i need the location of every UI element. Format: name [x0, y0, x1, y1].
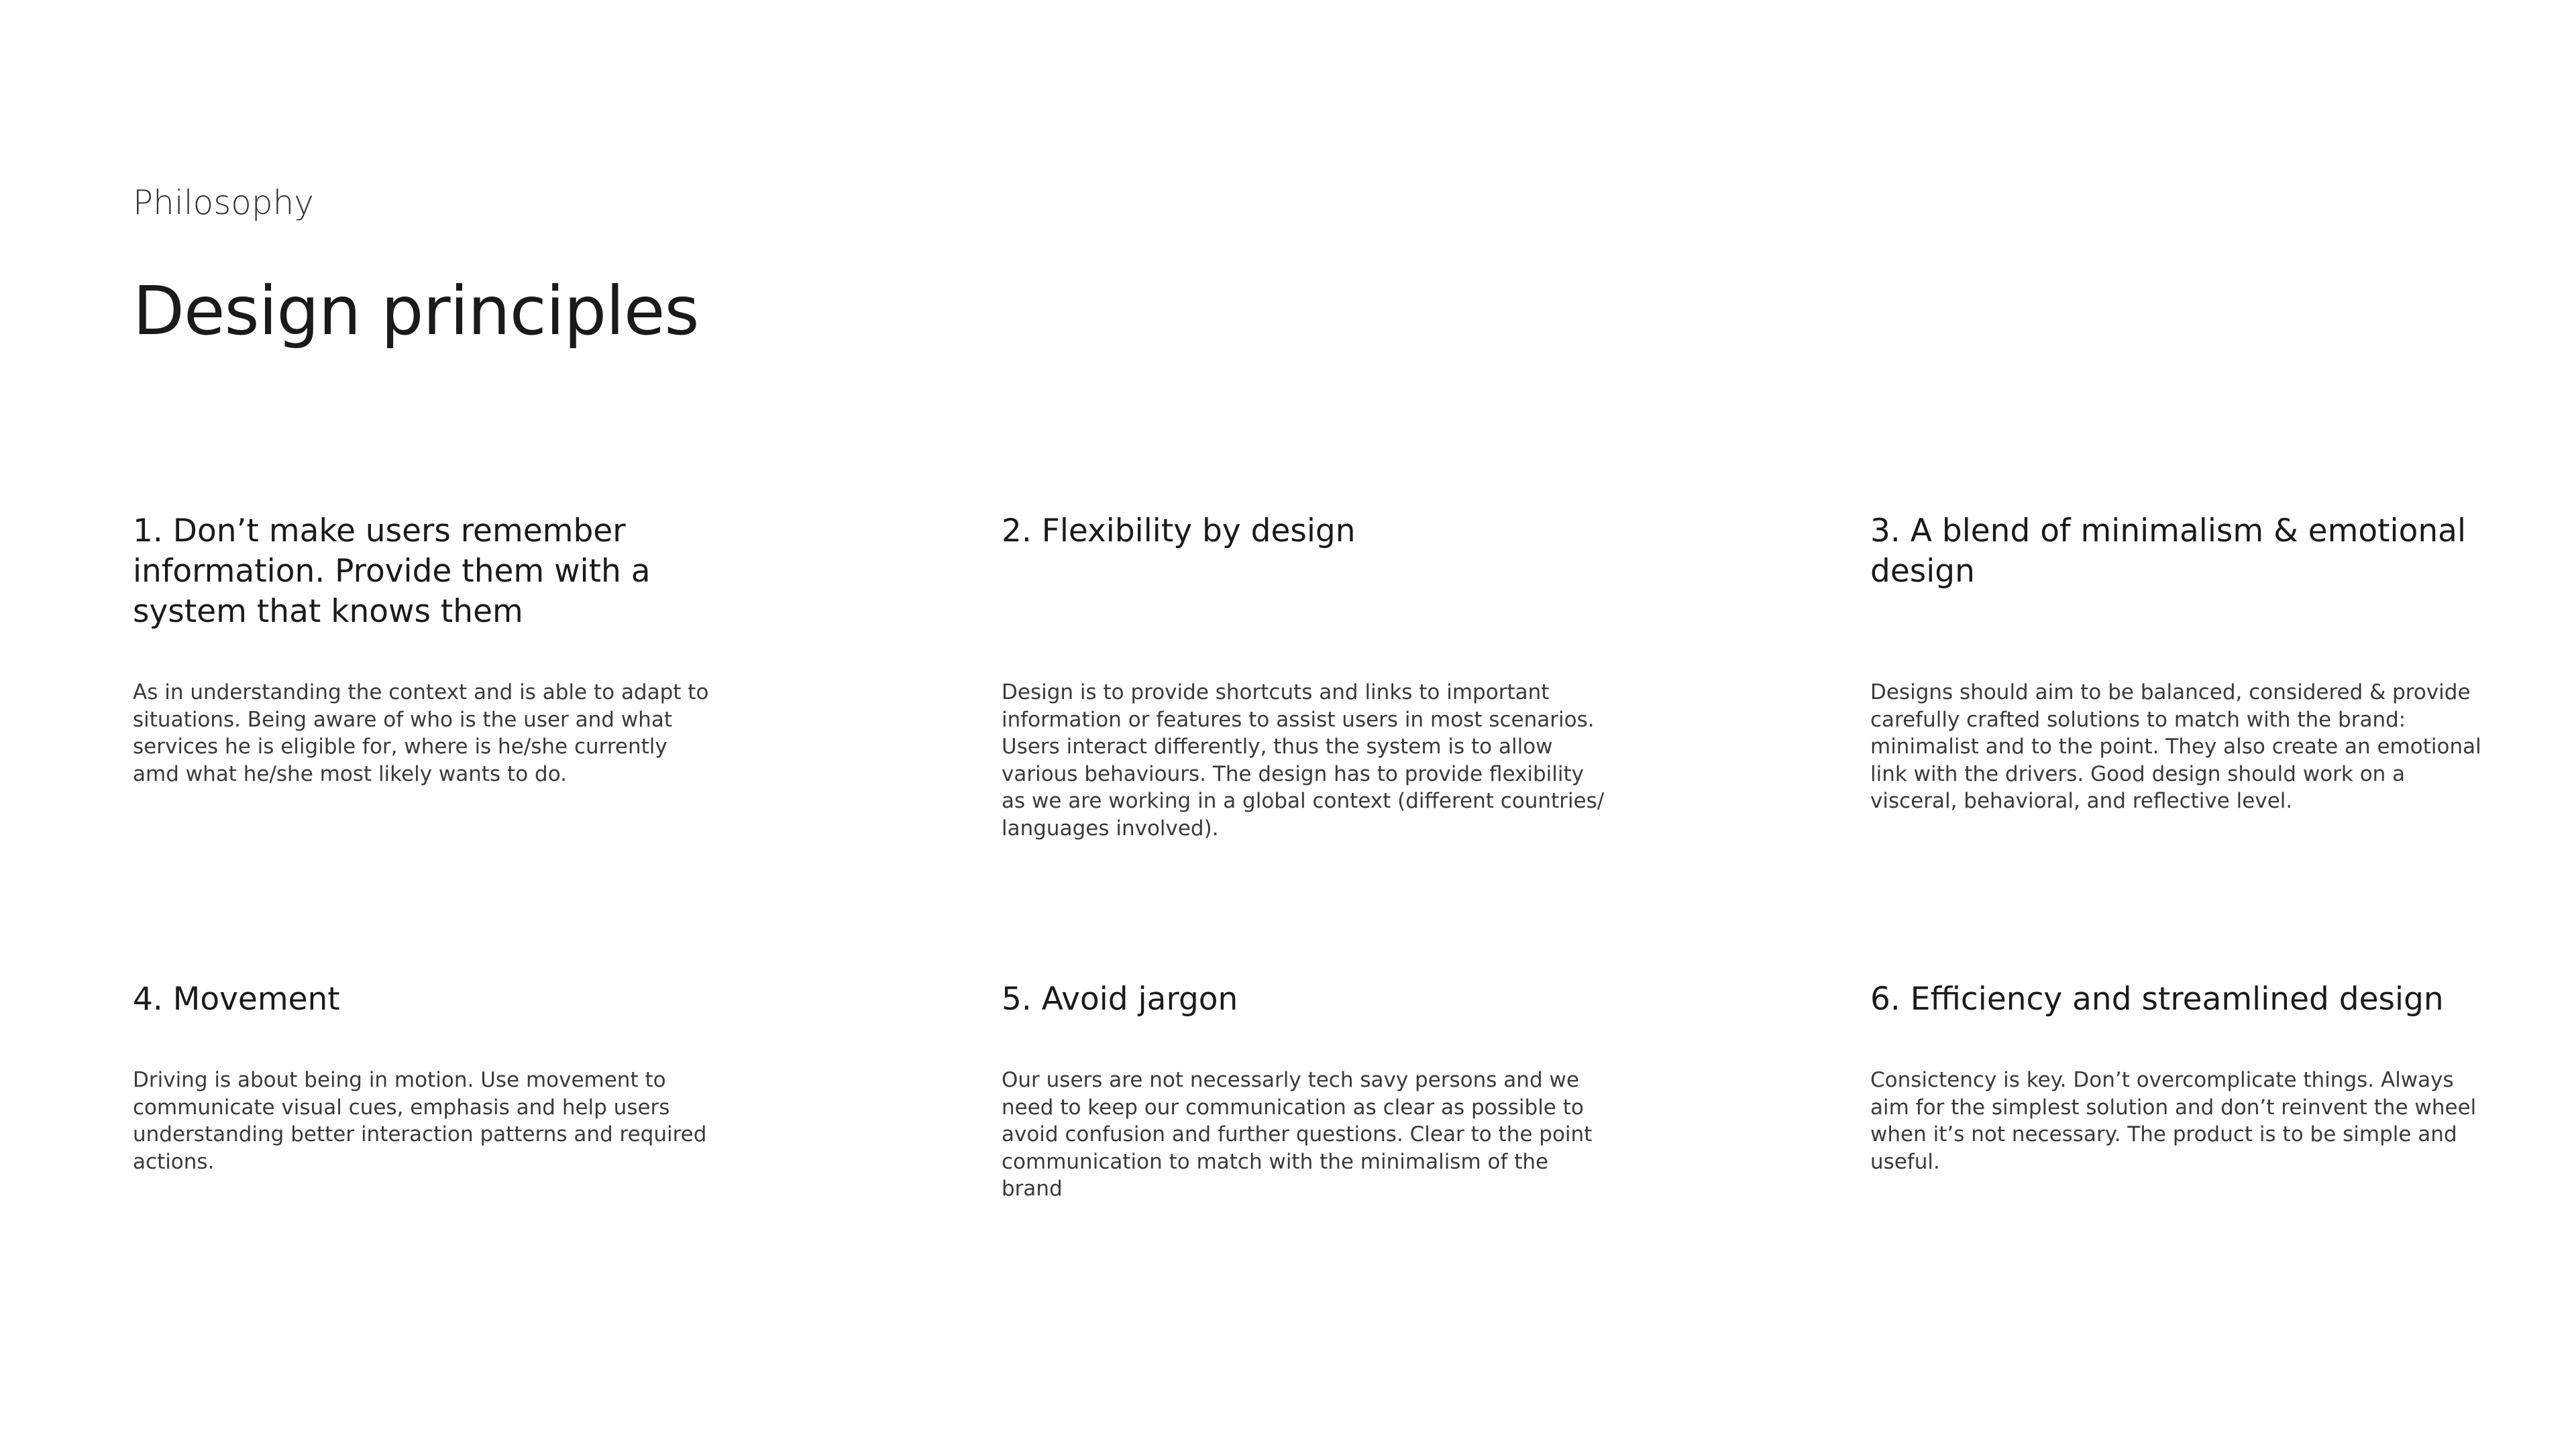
- principle-body: Design is to provide shortcuts and links to important information or features to assist users in most scenarios. Users interact differently, thus the system is to allow various behaviours. The design has to provide flexibility as we are working in a global context (different countries/ languages involved).: [1002, 680, 1605, 841]
- principle-title: 4. Movement: [133, 981, 340, 1018]
- principle-5: [1002, 979, 1605, 1201]
- principle-body: Our users are not necessarly tech savy persons and we need to keep our communication as clear as possible to avoid confusion and further questions. Clear to the point communication to match with the minimalism of the brand: [1002, 1068, 1593, 1201]
- principle-body: As in understanding the context and is able to adapt to situations. Being aware of who is the user and what services he is eligible for, where is he/she currently amd what he/she most likely wants to do.: [133, 680, 709, 786]
- principle-3: [1870, 511, 2481, 813]
- principle-title: 2. Flexibility by design: [1002, 513, 1356, 549]
- principle-body: Driving is about being in motion. Use movement to communicate visual cues, emphasis and help users understanding better interaction patterns and required actions.: [133, 1068, 707, 1174]
- principle-6: [1870, 979, 2477, 1174]
- principle-1: [133, 511, 737, 786]
- principle-4: [133, 979, 737, 1174]
- page-eyebrow: Philosophy: [133, 183, 314, 222]
- principle-title: 3. A blend of minimalism & emotional design: [1870, 513, 2467, 590]
- principle-body: Consictency is key. Don’t overcomplicate things. Always aim for the simplest solution and don’t reinvent the wheel when it’s not necessary. The product is to be simple and useful.: [1870, 1068, 2477, 1174]
- principle-2: [1002, 511, 1605, 841]
- principle-body: Designs should aim to be balanced, considered & provide carefully crafted solutions to match with the brand: minimalist and to the point. They also create an emotional link with the drivers. Good design should work on a visceral, behavioral, and reflective level.: [1870, 680, 2481, 813]
- page-title: Design principles: [133, 272, 699, 350]
- principle-title: 6. Efficiency and streamlined design: [1870, 981, 2444, 1018]
- principle-title: 1. Don’t make users remember information. Provide them with a system that knows them: [133, 513, 651, 630]
- principle-title: 5. Avoid jargon: [1002, 981, 1238, 1018]
